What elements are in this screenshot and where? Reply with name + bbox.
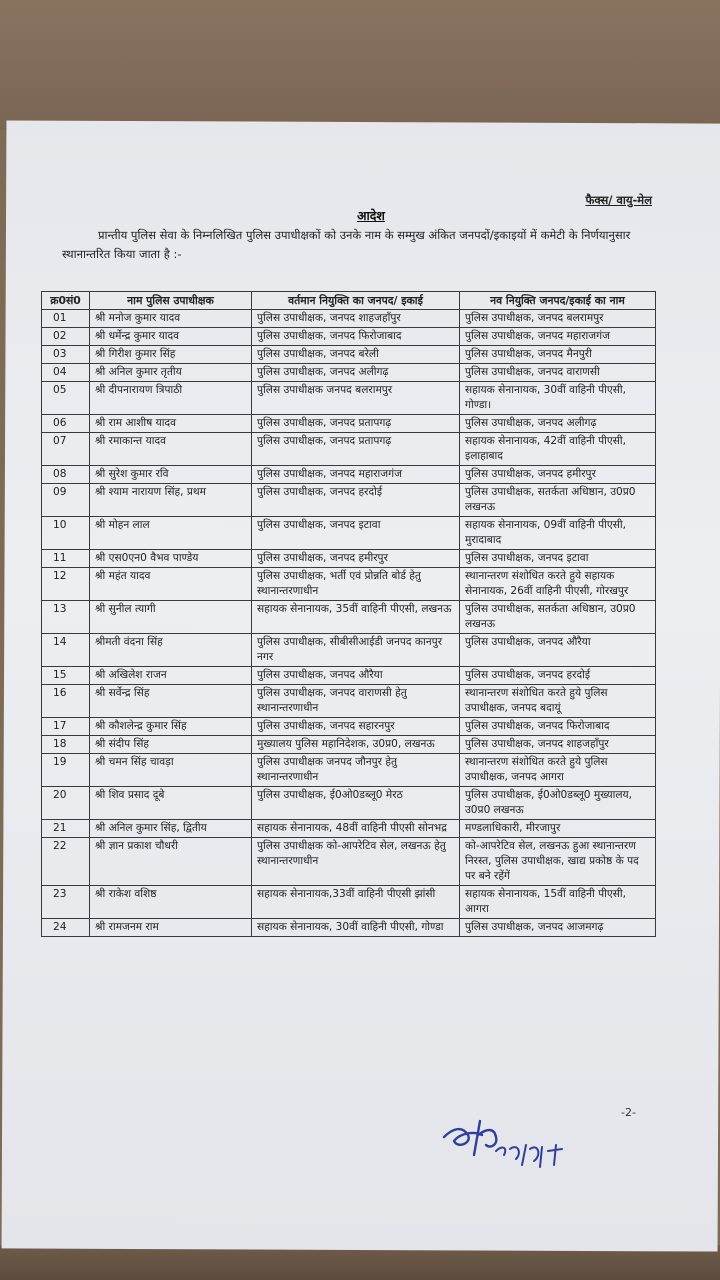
officer-name-cell: श्री राकेश वशिष्ठ: [90, 886, 252, 919]
officer-name-cell: श्री सुनील त्यागी: [90, 601, 252, 634]
current-posting-cell: पुलिस उपाधीक्षक, ई0ओ0डब्लू0 मेरठ: [252, 787, 460, 820]
officer-name-cell: श्री महंत यादव: [90, 568, 252, 601]
current-posting-cell: सहायक सेनानायक, 30वीं वाहिनी पीएसी, गोण्डा: [252, 919, 460, 937]
table-row: [42, 754, 656, 787]
officer-name-cell: श्री रामजनम राम: [90, 919, 252, 937]
officer-name-cell: श्री अनिल कुमार तृतीय: [90, 364, 252, 382]
new-posting-cell: पुलिस उपाधीक्षक, जनपद हमीरपुर: [460, 466, 656, 484]
current-posting-cell: पुलिस उपाधीक्षक, जनपद अलीगढ़: [252, 364, 460, 382]
serial-cell: 19: [42, 754, 90, 787]
officer-name-cell: श्री धर्मेन्द्र कुमार यादव: [90, 328, 252, 346]
new-posting-cell: पुलिस उपाधीक्षक, जनपद महाराजगंज: [460, 328, 656, 346]
table-row: [42, 328, 656, 346]
serial-cell: 01: [42, 310, 90, 328]
new-posting-cell: पुलिस उपाधीक्षक, जनपद अलीगढ़: [460, 415, 656, 433]
officer-name-cell: श्री राम आशीष यादव: [90, 415, 252, 433]
table-row: [42, 886, 656, 919]
table-row: [42, 601, 656, 634]
intro-paragraph: प्रान्तीय पुलिस सेवा के निम्नलिखित पुलिस उपाधीक्षकों को उनके नाम के सम्मुख अंकित जनपदों/इकाइयों में कमेटी के निर्णयानुसार स्थानान्तरित किया जाता है :-: [62, 228, 631, 261]
serial-cell: 15: [42, 667, 90, 685]
serial-cell: 21: [42, 820, 90, 838]
new-posting-cell: स्थानान्तरण संशोधित करते हुये पुलिस उपाधीक्षक, जनपद आगरा: [460, 754, 656, 787]
page-number: -2-: [621, 1106, 636, 1119]
current-posting-cell: पुलिस उपाधीक्षक, सीबीसीआईडी जनपद कानपुर नगर: [252, 634, 460, 667]
serial-cell: 02: [42, 328, 90, 346]
new-posting-cell: सहायक सेनानायक, 09वीं वाहिनी पीएसी, मुरादाबाद: [460, 517, 656, 550]
serial-cell: 08: [42, 466, 90, 484]
current-posting-cell: पुलिस उपाधीक्षक, जनपद हमीरपुर: [252, 550, 460, 568]
officer-name-cell: श्री सर्वेन्द्र सिंह: [90, 685, 252, 718]
current-posting-cell: पुलिस उपाधीक्षक जनपद जौनपुर हेतु स्थानान्तरणाधीन: [252, 754, 460, 787]
new-posting-cell: स्थानान्तरण संशोधित करते हुये सहायक सेनानायक, 26वीं वाहिनी पीएसी, गोरखपुर: [460, 568, 656, 601]
serial-cell: 24: [42, 919, 90, 937]
current-posting-cell: पुलिस उपाधीक्षक, जनपद महाराजगंज: [252, 466, 460, 484]
table-row: [42, 787, 656, 820]
current-posting-cell: पुलिस उपाधीक्षक, जनपद औरैया: [252, 667, 460, 685]
officer-name-cell: श्री संदीप सिंह: [90, 736, 252, 754]
table-row: [42, 685, 656, 718]
table-row: [42, 466, 656, 484]
column-header-new-posting: नव नियुक्ति जनपद/इकाई का नाम: [460, 292, 656, 310]
officer-name-cell: श्री सुरेश कुमार रवि: [90, 466, 252, 484]
handwritten-signature: [438, 1115, 598, 1185]
background-surface: [0, 0, 720, 130]
officer-name-cell: श्री मनोज कुमार यादव: [90, 310, 252, 328]
new-posting-cell: पुलिस उपाधीक्षक, सतर्कता अधिष्ठान, उ0प्र0 लखनऊ: [460, 484, 656, 517]
current-posting-cell: पुलिस उपाधीक्षक, जनपद बरेली: [252, 346, 460, 364]
officer-name-cell: श्री शिव प्रसाद दूबे: [90, 787, 252, 820]
officer-name-cell: श्री अनिल कुमार सिंह, द्वितीय: [90, 820, 252, 838]
new-posting-cell: स्थानान्तरण संशोधित करते हुये पुलिस उपाधीक्षक, जनपद बदायूं: [460, 685, 656, 718]
current-posting-cell: पुलिस उपाधीक्षक, जनपद वाराणसी हेतु स्थानान्तरणाधीन: [252, 685, 460, 718]
serial-cell: 04: [42, 364, 90, 382]
serial-cell: 03: [42, 346, 90, 364]
table-row: [42, 838, 656, 886]
new-posting-cell: पुलिस उपाधीक्षक, जनपद आजमगढ़: [460, 919, 656, 937]
new-posting-cell: पुलिस उपाधीक्षक, ई0ओ0डब्लू0 मुख्यालय, उ0प्र0 लखनऊ: [460, 787, 656, 820]
officer-name-cell: श्री ज्ञान प्रकाश चौधरी: [90, 838, 252, 886]
serial-cell: 10: [42, 517, 90, 550]
serial-cell: 06: [42, 415, 90, 433]
current-posting-cell: पुलिस उपाधीक्षक, जनपद शाहजहाँपुर: [252, 310, 460, 328]
new-posting-cell: पुलिस उपाधीक्षक, जनपद औरैया: [460, 634, 656, 667]
column-header-current-posting: वर्तमान नियुक्ति का जनपद/ इकाई: [252, 292, 460, 310]
table-row: [42, 382, 656, 415]
new-posting-cell: पुलिस उपाधीक्षक, जनपद मैनपुरी: [460, 346, 656, 364]
new-posting-cell: सहायक सेनानायक, 30वीं वाहिनी पीएसी, गोण्डा।: [460, 382, 656, 415]
table-row: [42, 310, 656, 328]
officer-name-cell: श्रीमती वंदना सिंह: [90, 634, 252, 667]
table-row: [42, 415, 656, 433]
new-posting-cell: पुलिस उपाधीक्षक, जनपद बलरामपुर: [460, 310, 656, 328]
officer-name-cell: श्री चमन सिंह चावड़ा: [90, 754, 252, 787]
column-header-name: नाम पुलिस उपाधीक्षक: [90, 292, 252, 310]
officer-name-cell: श्री गिरीश कुमार सिंह: [90, 346, 252, 364]
serial-cell: 12: [42, 568, 90, 601]
fax-label: फैक्स/ वायु-मेल: [585, 193, 652, 207]
serial-cell: 05: [42, 382, 90, 415]
officer-name-cell: श्री दीपनारायण त्रिपाठी: [90, 382, 252, 415]
table-row: [42, 550, 656, 568]
new-posting-cell: पुलिस उपाधीक्षक, सतर्कता अधिष्ठान, उ0प्र0 लखनऊ: [460, 601, 656, 634]
officer-name-cell: श्री श्याम नारायण सिंह, प्रथम: [90, 484, 252, 517]
current-posting-cell: सहायक सेनानायक, 48वीं वाहिनी पीएसी सोनभद्र: [252, 820, 460, 838]
new-posting-cell: पुलिस उपाधीक्षक, जनपद शाहजहाँपुर: [460, 736, 656, 754]
serial-cell: 11: [42, 550, 90, 568]
current-posting-cell: पुलिस उपाधीक्षक जनपद बलरामपुर: [252, 382, 460, 415]
officer-name-cell: श्री एस0एन0 वैभव पाण्डेय: [90, 550, 252, 568]
serial-cell: 14: [42, 634, 90, 667]
serial-cell: 20: [42, 787, 90, 820]
new-posting-cell: मण्डलाधिकारी, मीरजापुर: [460, 820, 656, 838]
officer-name-cell: श्री कौशलेन्द्र कुमार सिंह: [90, 718, 252, 736]
serial-cell: 22: [42, 838, 90, 886]
current-posting-cell: पुलिस उपाधीक्षक, जनपद इटावा: [252, 517, 460, 550]
current-posting-cell: पुलिस उपाधीक्षक, जनपद हरदोई: [252, 484, 460, 517]
new-posting-cell: को-आपरेटिव सेल, लखनऊ हुआ स्थानान्तरण निरस्त, पुलिस उपाधीक्षक, खाद्य प्रकोष्ठ के पद पर बने रहेंगें: [460, 838, 656, 886]
serial-cell: 16: [42, 685, 90, 718]
serial-cell: 13: [42, 601, 90, 634]
table-row: [42, 517, 656, 550]
table-header-row: [42, 292, 656, 310]
serial-cell: 18: [42, 736, 90, 754]
table-row: [42, 484, 656, 517]
officer-name-cell: श्री मोहन लाल: [90, 517, 252, 550]
current-posting-cell: सहायक सेनानायक, 35वीं वाहिनी पीएसी, लखनऊ: [252, 601, 460, 634]
transfer-table: [41, 291, 656, 937]
table-row: [42, 568, 656, 601]
current-posting-cell: मुख्यालय पुलिस महानिदेशक, उ0प्र0, लखनऊ: [252, 736, 460, 754]
table-row: [42, 364, 656, 382]
document-title: आदेश: [357, 208, 385, 223]
table-row: [42, 736, 656, 754]
serial-cell: 09: [42, 484, 90, 517]
current-posting-cell: पुलिस उपाधीक्षक को-आपरेटिव सेल, लखनऊ हेतु स्थानान्तरणाधीन: [252, 838, 460, 886]
officer-name-cell: श्री अखिलेश राजन: [90, 667, 252, 685]
table-row: [42, 718, 656, 736]
current-posting-cell: पुलिस उपाधीक्षक, जनपद प्रतापगढ़: [252, 433, 460, 466]
table-row: [42, 433, 656, 466]
current-posting-cell: पुलिस उपाधीक्षक, भर्ती एवं प्रोन्नति बोर्ड हेतु स्थानान्तरणाधीन: [252, 568, 460, 601]
current-posting-cell: पुलिस उपाधीक्षक, जनपद सहारनपुर: [252, 718, 460, 736]
new-posting-cell: पुलिस उपाधीक्षक, जनपद इटावा: [460, 550, 656, 568]
serial-cell: 17: [42, 718, 90, 736]
new-posting-cell: सहायक सेनानायक, 42वीं वाहिनी पीएसी, इलाहाबाद: [460, 433, 656, 466]
new-posting-cell: पुलिस उपाधीक्षक, जनपद फिरोजाबाद: [460, 718, 656, 736]
current-posting-cell: पुलिस उपाधीक्षक, जनपद प्रतापगढ़: [252, 415, 460, 433]
table-row: [42, 820, 656, 838]
table-row: [42, 634, 656, 667]
current-posting-cell: सहायक सेनानायक,33वीं वाहिनी पीएसी झांसी: [252, 886, 460, 919]
new-posting-cell: पुलिस उपाधीक्षक, जनपद वाराणसी: [460, 364, 656, 382]
table-row: [42, 667, 656, 685]
new-posting-cell: सहायक सेनानायक, 15वीं वाहिनी पीएसी, आगरा: [460, 886, 656, 919]
table-row: [42, 919, 656, 937]
serial-cell: 23: [42, 886, 90, 919]
officer-name-cell: श्री रमाकान्त यादव: [90, 433, 252, 466]
new-posting-cell: पुलिस उपाधीक्षक, जनपद हरदोई: [460, 667, 656, 685]
current-posting-cell: पुलिस उपाधीक्षक, जनपद फिरोजाबाद: [252, 328, 460, 346]
column-header-serial: क्र0सं0: [42, 292, 90, 310]
table-row: [42, 346, 656, 364]
serial-cell: 07: [42, 433, 90, 466]
